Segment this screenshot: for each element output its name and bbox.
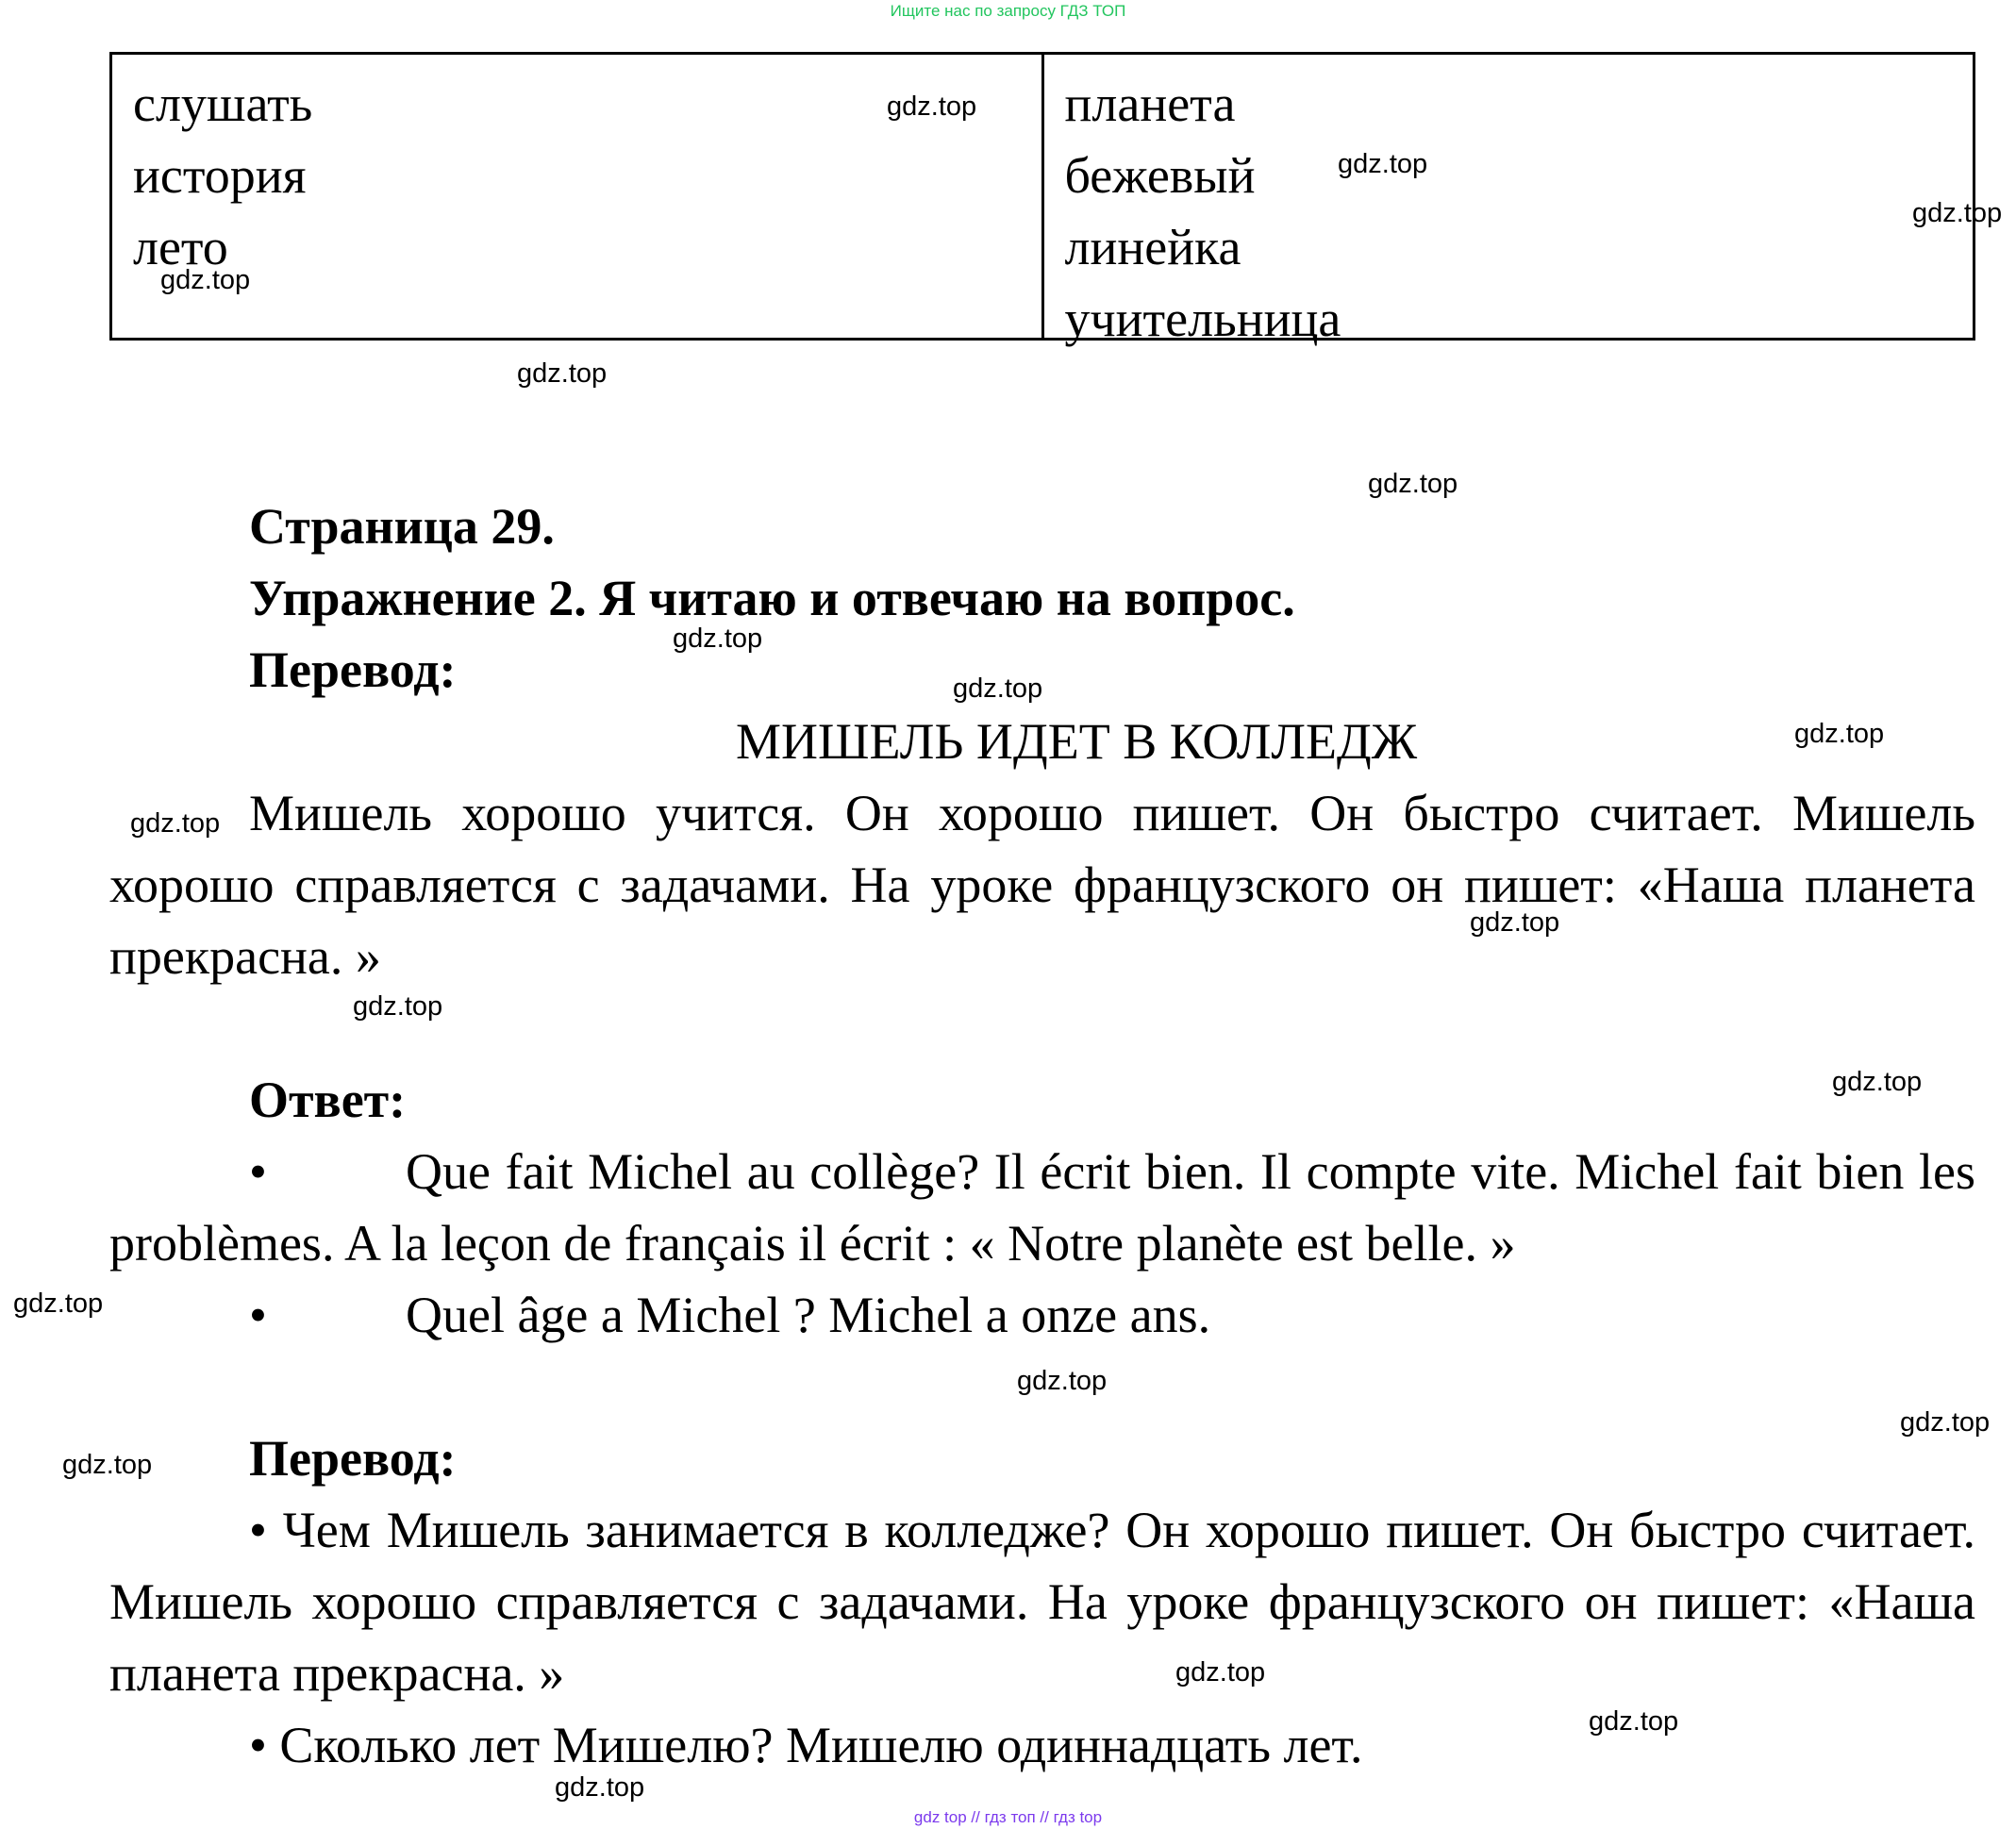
watermark: gdz.top — [1900, 1407, 1991, 1438]
watermark: gdz.top — [1912, 198, 2003, 228]
vocabulary-word: планета — [1064, 75, 1236, 132]
watermark: gdz.top — [953, 673, 1043, 704]
vocabulary-word: линейка — [1064, 219, 1241, 275]
bullet-marker: • — [249, 1287, 267, 1343]
exercise-heading: Упражнение 2. Я читаю и отвечаю на вопрос. — [249, 570, 1295, 626]
watermark: gdz.top — [1470, 907, 1560, 938]
watermark: gdz.top — [1832, 1067, 1923, 1097]
watermark: gdz.top — [517, 358, 608, 389]
watermark: gdz.top — [353, 991, 443, 1022]
watermark: gdz.top — [1017, 1366, 1108, 1396]
site-banner[interactable]: Ищите нас по запросу ГДЗ ТОП — [890, 2, 1126, 20]
story-paragraph: Мишель хорошо учится. Он хорошо пишет. Он быстро считает. Мишель хорошо справляется с задачами. На уроке французского он пишет: «Наша планета прекрасна. » — [109, 785, 1975, 985]
watermark: gdz.top — [160, 265, 251, 295]
answer-label: Ответ: — [249, 1072, 407, 1128]
answer-fr-item: Que fait Michel au collège? Il écrit bien. Il compte vite. Michel fait bien les problèmes. A la leçon de français il écrit : « Notre planète est belle. » — [109, 1143, 1975, 1272]
watermark: gdz.top — [555, 1772, 645, 1803]
vocabulary-table — [109, 52, 1975, 347]
watermark: gdz.top — [1338, 149, 1428, 179]
translation-label: Перевод: — [249, 641, 457, 698]
vocabulary-right-column — [1041, 55, 1974, 347]
story-title: МИШЕЛЬ ИДЕТ В КОЛЛЕДЖ — [736, 713, 1418, 770]
watermark: gdz.top — [13, 1289, 104, 1319]
vocabulary-word: учительница — [1064, 291, 1341, 347]
watermark: gdz.top — [62, 1450, 153, 1480]
watermark: gdz.top — [1589, 1706, 1679, 1737]
footer-links[interactable]: gdz top // гдз топ // гдз top — [913, 1808, 1103, 1826]
watermark: gdz.top — [130, 808, 221, 839]
vocabulary-word: лето — [133, 219, 228, 275]
vocabulary-word: бежевый — [1064, 147, 1256, 204]
vocabulary-word: история — [133, 147, 307, 204]
translation-label: Перевод: — [249, 1430, 457, 1487]
watermark: gdz.top — [887, 91, 977, 122]
vocabulary-word: слушать — [133, 75, 313, 132]
page-heading: Страница 29. — [249, 498, 555, 555]
watermark: gdz.top — [1368, 469, 1458, 499]
watermark: gdz.top — [673, 624, 763, 654]
answer-ru-item: • Чем Мишель занимается в колледже? Он хорошо пишет. Он быстро считает. Мишель хорошо справляется с задачами. На уроке французского он пишет: «Наша планета прекрасна. » — [109, 1502, 1975, 1702]
bullet-marker: • — [249, 1143, 267, 1200]
answer-fr-item: Quel âge a Michel ? Michel a onze ans. — [406, 1287, 1211, 1343]
watermark: gdz.top — [1794, 719, 1885, 749]
watermark: gdz.top — [1175, 1657, 1266, 1688]
answer-ru-item: • Сколько лет Мишелю? Мишелю одиннадцать лет. — [249, 1717, 1363, 1773]
